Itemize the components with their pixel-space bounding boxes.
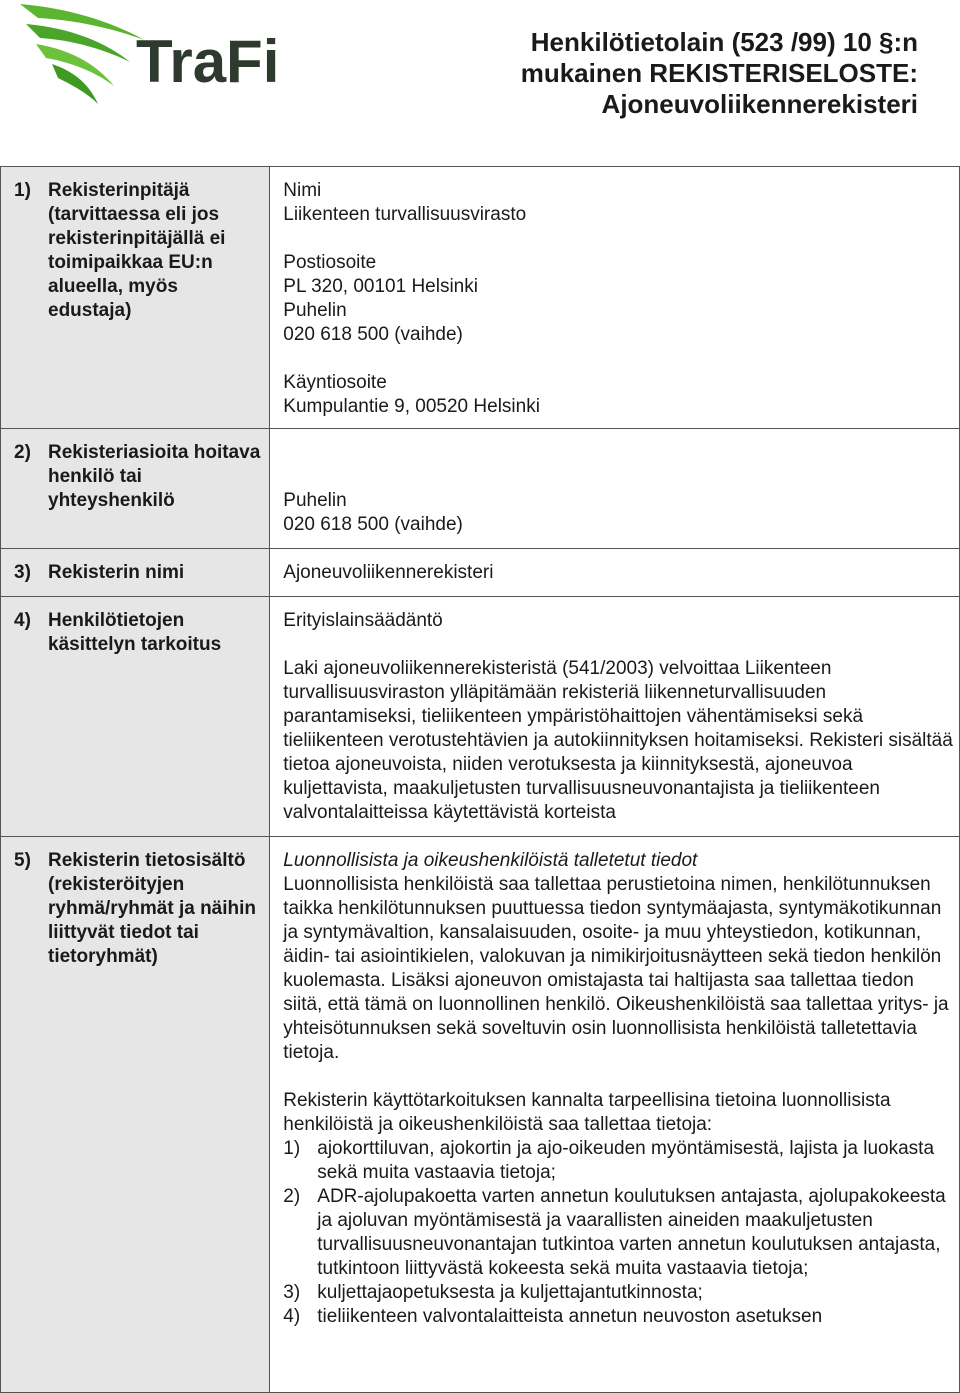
- controller-name: Liikenteen turvallisuusvirasto: [283, 204, 527, 225]
- visit-label: Käyntiosoite: [283, 372, 387, 393]
- row-contact: [1, 429, 960, 549]
- visit-address: Kumpulantie 9, 00520 Helsinki: [283, 396, 540, 417]
- label-cell-1: [1, 167, 270, 429]
- title-line-1: Henkilötietolain (523 /99) 10 §:n: [530, 27, 918, 57]
- title-line-2: mukainen REKISTERISELOSTE:: [520, 58, 918, 88]
- postal-label: Postiosoite: [283, 252, 377, 273]
- list-item: [283, 1185, 953, 1281]
- list-item: [283, 1281, 953, 1305]
- content-list: [283, 1137, 953, 1329]
- section-number: 5): [14, 850, 31, 871]
- section-label: Rekisterinpitäjä (tarvittaessa eli jos rekisterinpitäjällä ei toimipaikkaa EU:n alueella, myös edustaja): [48, 180, 226, 321]
- purpose-heading: Erityislainsäädäntö: [283, 610, 443, 631]
- title-line-3: Ajoneuvoliikennerekisteri: [601, 89, 918, 119]
- purpose-text: Laki ajoneuvoliikennerekisteristä (541/2003) velvoittaa Liikenteen turvallisuusviraston ylläpitämään rekisteriä liikenneturvallisuuden parantamiseksi, tieliikenteen ympäristöhaittojen vähentämiseksi sekä tieliikenteen verotustehtävien ja autokiinnityksen hoitamiseksi. Rekisteri sisältää tietoa ajoneuvoista, niiden verotuksesta ja kiinnityksestä, ajoneuvoa kuljettavista, maakuljetusten turvallisuusneuvonantajista ja tieliikenteen valvontalaitteissa käytettävistä korteista: [283, 658, 953, 823]
- content-paragraph-1: Luonnollisista henkilöistä saa tallettaa perustietoina nimen, henkilötunnuksen taikka henkilötunnuksen puuttuessa tiedon syntymäajasta, syntymäkotikunnan ja syntymävaltion, kansalaisuuden, osoite- ja muu yhteystiedon, kotikunnan, äidin- tai asiointikielen, valokuvan ja nimikirjoitusnäytteen sekä tiedon henkilön kuolemasta. Lisäksi ajoneuvon omistajasta tai haltijasta saa tallettaa tiedon siitä, että tämä on luonnollinen henkilö. Oikeushenkilöistä saa tallettaa yritys- ja yhteisötunnuksen sekä soveltuvin osin luonnollisista henkilöistä talletettavia tietoja.: [283, 874, 949, 1063]
- section-number: 2): [14, 442, 31, 463]
- section-number: 4): [14, 610, 31, 631]
- row-register-name: [1, 549, 960, 597]
- list-item: [283, 1305, 953, 1329]
- phone-number: 020 618 500 (vaihde): [283, 324, 463, 345]
- postal-address: PL 320, 00101 Helsinki: [283, 276, 478, 297]
- phone-label: Puhelin: [283, 300, 347, 321]
- page-header: [0, 0, 960, 150]
- name-label: Nimi: [283, 180, 322, 201]
- content-heading: Luonnollisista ja oikeushenkilöistä talletetut tiedot: [283, 850, 698, 871]
- list-item-text: ADR-ajolupakoetta varten annetun koulutuksen antajasta, ajolupakokeesta ja ajoluvan myöntämisestä ja vaarallisten aineiden maakuljetusten turvallisuusneuvonantajan tutkintoa varten annetun koulutuksen antajasta, tutkintoon liittyvästä kokeesta sekä muita vastaavia tietoja;: [317, 1186, 946, 1279]
- trafi-logo: [18, 0, 288, 115]
- list-item-number: 4): [283, 1306, 301, 1327]
- row-content: [1, 837, 960, 1393]
- register-table: [0, 166, 960, 1393]
- section-number: 3): [14, 562, 31, 583]
- row-purpose: [1, 597, 960, 837]
- section-label: Henkilötietojen käsittelyn tarkoitus: [48, 610, 222, 655]
- list-item-number: 2): [283, 1186, 301, 1207]
- list-item-text: kuljettajaopetuksesta ja kuljettajantutkinnosta;: [317, 1282, 703, 1303]
- label-cell-5: [1, 837, 270, 1393]
- value-cell-1: [270, 167, 960, 429]
- list-item-text: ajokorttiluvan, ajokortin ja ajo-oikeuden myöntämisestä, lajista ja luokasta sekä muita vastaavia tietoja;: [317, 1138, 935, 1183]
- row-controller: [1, 167, 960, 429]
- section-label: Rekisteriasioita hoitava henkilö tai yhteyshenkilö: [48, 442, 261, 511]
- label-cell-3: [1, 549, 270, 597]
- contact-phone: 020 618 500 (vaihde): [283, 514, 463, 535]
- list-item-number: 1): [283, 1138, 301, 1159]
- label-cell-2: [1, 429, 270, 549]
- contact-phone-label: Puhelin: [283, 490, 347, 511]
- list-item: [283, 1137, 953, 1185]
- list-item-number: 3): [283, 1282, 301, 1303]
- trafi-logo-mark: [18, 0, 288, 115]
- label-cell-4: [1, 597, 270, 837]
- content-paragraph-2: Rekisterin käyttötarkoituksen kannalta tarpeellisina tietoina luonnollisista henkilöistä ja oikeushenkilöistä saa tallettaa tietoja:: [283, 1090, 891, 1135]
- value-cell-3: [270, 549, 960, 597]
- register-name: Ajoneuvoliikennerekisteri: [283, 562, 494, 583]
- list-item-text: tieliikenteen valvontalaitteista annetun neuvoston asetuksen: [317, 1306, 823, 1327]
- value-cell-4: [270, 597, 960, 837]
- document-title: [358, 27, 918, 120]
- section-number: 1): [14, 180, 31, 201]
- value-cell-2: [270, 429, 960, 549]
- section-label: Rekisterin nimi: [48, 562, 185, 583]
- value-cell-5: [270, 837, 960, 1393]
- logo-text: TraFi: [136, 28, 280, 95]
- section-label: Rekisterin tietosisältö (rekisteröityjen ryhmä/ryhmät ja näihin liittyvät tiedot tai tietoryhmät): [48, 850, 257, 967]
